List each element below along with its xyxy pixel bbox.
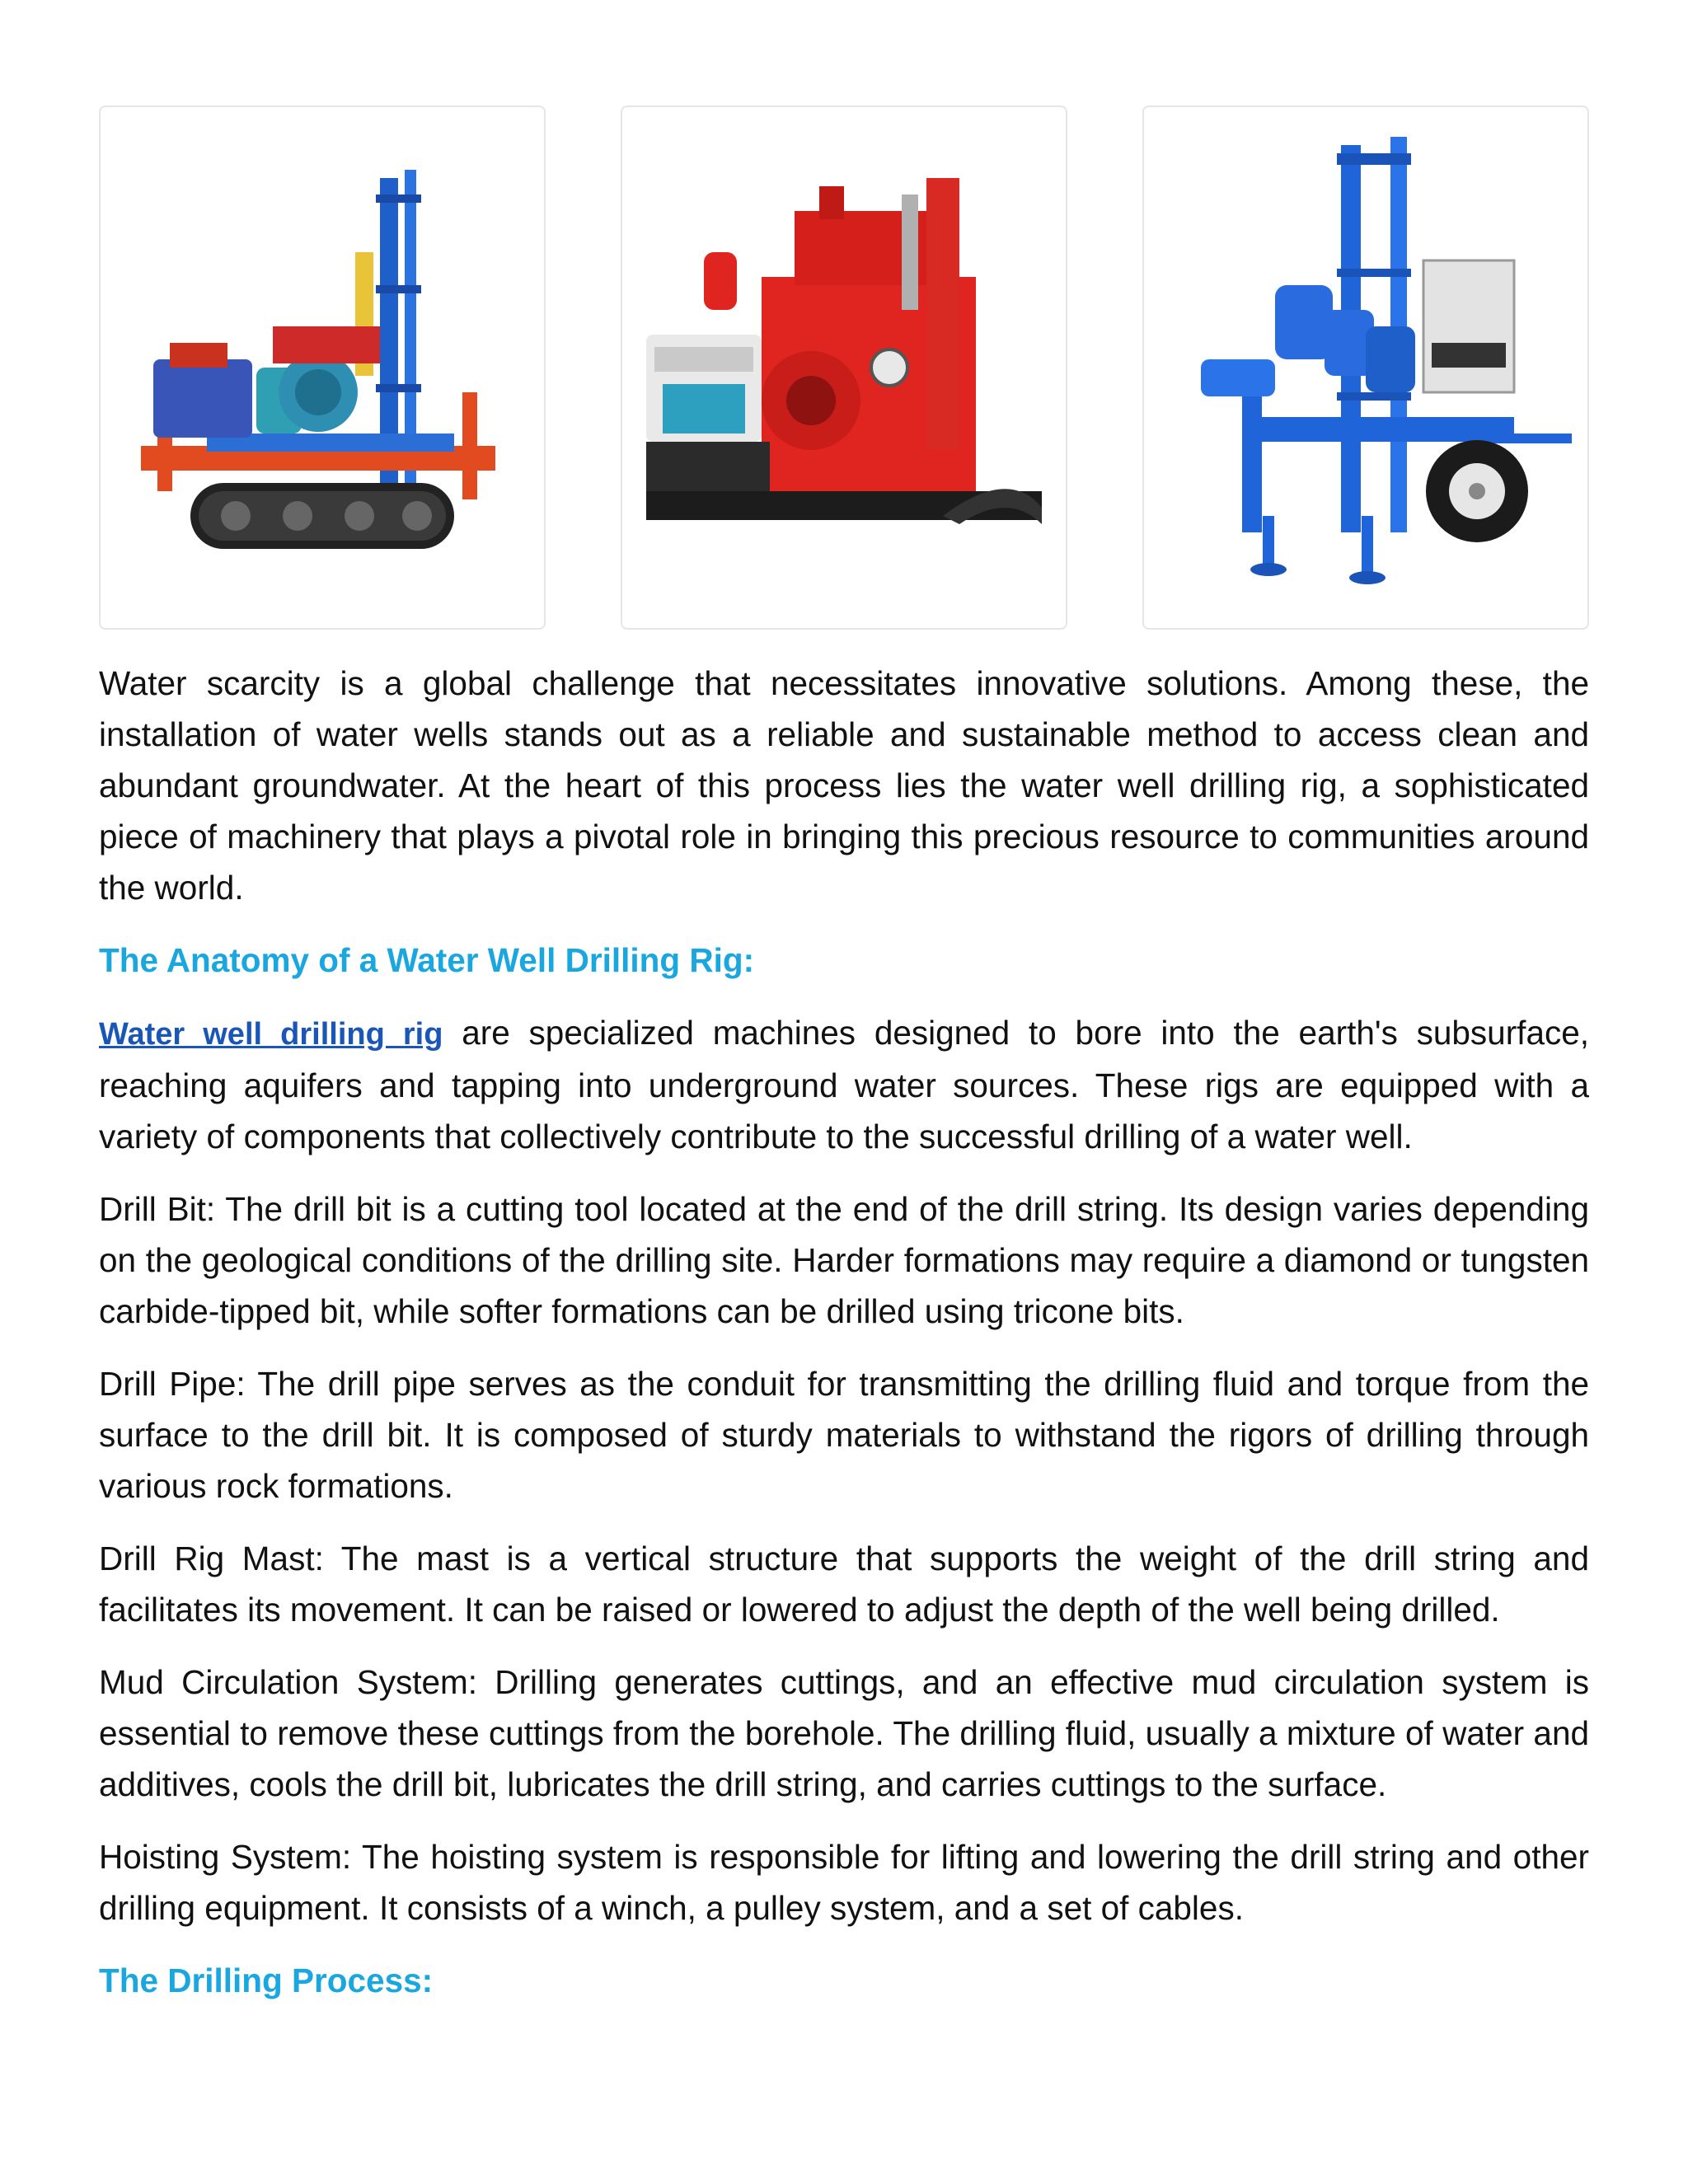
article-body (99, 658, 1589, 2006)
product-image-red-rig[interactable] (621, 105, 1067, 630)
product-image-row (99, 105, 1589, 630)
anatomy-heading: The Anatomy of a Water Well Drilling Rig: (99, 941, 755, 979)
document-page (99, 105, 1589, 2027)
drill-rig-mast-paragraph: Drill Rig Mast: The mast is a vertical structure that supports the weight of the drill string and facilitates its movement. It can be raised or lowered to adjust the depth of the well being drilled. (99, 1540, 1589, 1629)
drill-pipe-paragraph: Drill Pipe: The drill pipe serves as the conduit for transmitting the drilling fluid and torque from the surface to the drill bit. It is composed of sturdy materials to withstand the rigors of drilling through various rock formations. (99, 1365, 1589, 1505)
crawler-rig-illustration (108, 120, 537, 615)
intro-paragraph: Water scarcity is a global challenge that necessitates innovative solutions. Among these, the installation of water wells stands out as a reliable and sustainable method to access clean and abundant groundwater. At the heart of this process lies the water well drilling rig, a sophisticated piece of machinery that plays a pivotal role in bringing this precious resource to communities around the world. (99, 664, 1589, 907)
product-image-blue-rig[interactable] (1142, 105, 1589, 630)
mud-circulation-paragraph: Mud Circulation System: Drilling generates cuttings, and an effective mud circulation system is essential to remove these cuttings from the borehole. The drilling fluid, usually a mixture of water and additives, cools the drill bit, lubricates the drill string, and carries cuttings to the surface. (99, 1663, 1589, 1803)
drill-bit-paragraph: Drill Bit: The drill bit is a cutting tool located at the end of the drill string. Its design varies depending on the geological conditions of the drilling site. Harder formations may require a diamond or tungsten carbide-tipped bit, while softer formations can be drilled using tricone bits. (99, 1190, 1589, 1330)
water-well-drilling-rig-link[interactable]: Water well drilling rig (99, 1017, 443, 1052)
anatomy-paragraph-text: are specialized machines designed to bore into the earth's subsurface, reaching aquifers and tapping into underground water sources. These rigs are equipped with a variety of components that collectively contribute to the successful drilling of a water well. (99, 1014, 1589, 1155)
drilling-process-heading: The Drilling Process: (99, 1961, 434, 1999)
product-image-crawler-rig[interactable] (99, 105, 546, 630)
anatomy-paragraph (99, 1007, 1589, 1162)
hoisting-system-paragraph: Hoisting System: The hoisting system is responsible for lifting and lowering the drill string and other drilling equipment. It consists of a winch, a pulley system, and a set of cables. (99, 1838, 1589, 1927)
red-rig-illustration (630, 120, 1058, 615)
blue-rig-illustration (1151, 120, 1580, 615)
